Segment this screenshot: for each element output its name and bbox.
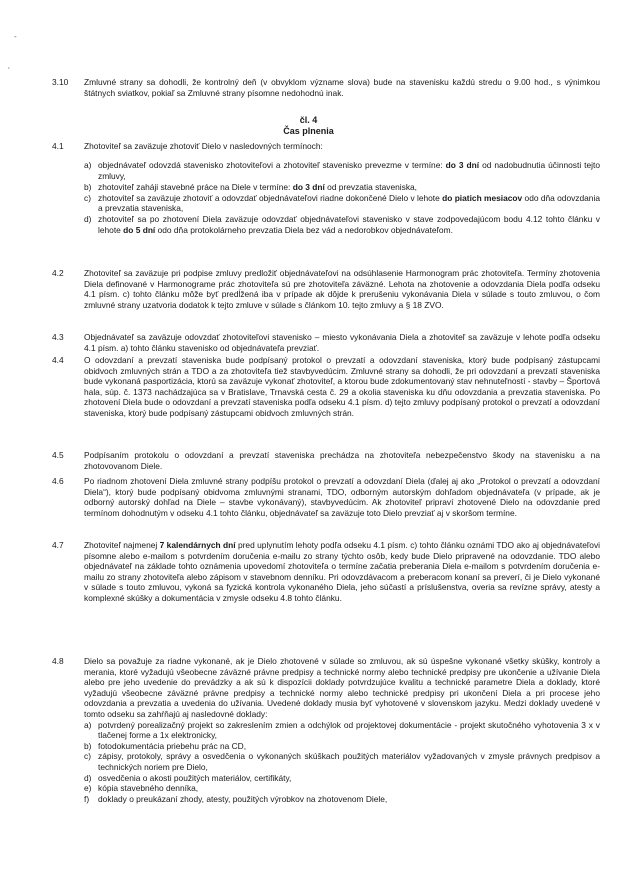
clause-text: Zhotoviteľ najmenej 7 kalendárnych dní pred uplynutím lehoty podľa odseku 4.1 písm. c) tohto článku oznámi TDO ako aj objednávateľovi písomne alebo e-mailom s potvrdením doručenia e-mailu zo strany týchto osôb, kedy bude Dielo pripravené na odovzdanie. TDO alebo objednávateľ na základe tohto oznámenia upovedomí zhotoviteľa o termíne začatia preberania Diela e-mailom s potvrdením doručenia e-mailu zo strany zhotoviteľa alebo zápisom v stavebnom denníku. Pri odovzdávacom a preberacom konaní sa preverí, či je Dielo vykonané v súlade s touto zmluvou, vykoná sa fyzická kontrola vykonaného Diela, jeho súčastí a príslušenstva, overia sa revízne správy, atesty a komplexné skúšky a dokumentácia v zmysle odseku 4.8 tohto článku. bbox=[84, 540, 600, 603]
clause-text: Zhotoviteľ sa zaväzuje zhotoviť Dielo v nasledovných termínoch: bbox=[84, 141, 323, 151]
clause-number: 4.2 bbox=[52, 268, 64, 278]
clause-number: 3.10 bbox=[52, 77, 69, 87]
clause-number: 4.8 bbox=[52, 656, 64, 666]
clause-text: Po riadnom zhotovení Diela zmluvné strany podpíšu protokol o prevzatí a odovzdaní Diela (ďalej aj ako „Protokol o prevzatí a odovzdaní Diela“), ktorý bude podpísaný obidvoma zmluvnými stranami, TDO, odborným autorským dohľadom objednávateľa (v prípade, ak je odborný autorský dohľad na Diele – stavbe vykonávaný), stavbyvedúcim. Ak zhotoviteľ pripraví zhotovené Dielo na odovzdanie pred termínom dohodnutým v odseku 4.1 tohto článku, objednávateľ sa zaväzuje toto Dielo prevziať aj v skoršom termíne. bbox=[84, 476, 600, 518]
list-item: a) objednávateľ odovzdá stavenisko zhotoviteľovi a zhotoviteľ stavenisko prevezme v termíne: do 3 dní od nadobudnutia účinnosti tejto zmluvy, bbox=[84, 160, 600, 181]
list-item: e) kópia stavebného denníka, bbox=[84, 783, 199, 794]
list-item: f) doklady o preukázaní zhody, atesty, použitých výrobkov na zhotovenom Diele, bbox=[84, 793, 388, 804]
list-item: b) fotodokumentácia priebehu prác na CD, bbox=[84, 740, 247, 751]
clause-number: 4.5 bbox=[52, 450, 64, 460]
clause-number: 4.6 bbox=[52, 476, 64, 486]
list-item: d) zhotoviteľ sa po zhotovení Diela zaväzuje odovzdať objednávateľovi stavenisko v stave zodpovedajúcom bodu 4.12 tohto článku v lehote do 5 dní odo dňa protokolárneho prevzatia Diela bez vád a nedorobkov objednávateľom. bbox=[84, 213, 600, 235]
clause-text: O odovzdaní a prevzatí staveniska bude podpísaný protokol o prevzatí a odovzdaní staveniska, ktorý bude podpísaný zástupcami obidvoch zmluvných strán a TDO a za zhotoviteľa tiež stavbyvedúcim. Zmluvné strany sa dohodli, že pri odovzdaní a prevzatí staveniska bude vykonaná pasportizácia, ktorú sa zaväzuje vykonať zhotoviteľ, a ktorou bude zdokumentovaný stav nehnuteľností - stavby – Športová hala, súp. č. 1373 nachádzajúca sa v Bratislave, Trnavská cesta č. 29 a okolia staveniska ku dňu odovzdania a prevzatia staveniska. Po zhotovení Diela bude o odovzdaní a prevzatí staveniska podľa odseku 4.1 písm. d) tejto zmluvy podpísaný protokol o prevzatí a odovzdaní staveniska, ktorý bude podpísaný zástupcami obidvoch zmluvných strán. bbox=[84, 355, 600, 418]
article-title: Čas plnenia bbox=[283, 126, 334, 136]
clause-text: Dielo sa považuje za riadne vykonané, ak je Dielo zhotovené v súlade so zmluvou, ak sú úspešne vykonané všetky skúšky, kontroly a merania, ktoré vyžadujú všeobecne záväzné právne predpisy a technické normy alebo technické predpisy pre ukončenie a užívanie Diela alebo pre jeho uvedenie do prevádzky a ak sú k dispozícii doklady potvrdzujúce kvalitu a technické parametre Diela a doklady, ktoré vyžadujú všeobecne záväzné právne predpisy a technické normy alebo technické predpisy pri ukončení Diela a pri procese jeho odovzdania a prevzatia a uvedenia do užívania. Uvedené doklady musia byť vyhotovené v slovenskom jazyku. Medzi doklady uvedené v tomto odseku sa zahŕňajú aj nasledovné doklady: a) potvrdený porealizačný projekt so zakreslením zmien a odchýlok od projektovej dokumentácie - projekt skutočného vyhotovenia 3 x v tlačenej forme a 1x elektronicky, b) fotodokumentácia priebehu prác na CD, c) zápisy, protokoly, správy a osvedčenia o vykonaných skúškach použitých materiálov vyžadovaných v zmysle právnych predpisov a technických noriem pre Dielo, d) osvedčenia o akosti použitých materiálov, certifikáty, e) kópia stavebného denníka, f) doklady o preukázaní zhody, atesty, použitých výrobkov na zhotovenom Diele, bbox=[84, 656, 600, 804]
clause-text: Zmluvné strany sa dohodli, že kontrolný deň (v obvyklom význame slova) bude na stavenisku každú stredu o 9.00 hod., s výnimkou štátnych sviatkov, pokiaľ sa Zmluvné strany písomne nedohodnú inak. bbox=[84, 77, 600, 98]
clause-text: Objednávateľ sa zaväzuje odovzdať zhotoviteľovi stavenisko – miesto vykonávania Diela a zhotoviteľ sa zaväzuje v lehote podľa odseku 4.1 písm. a) tohto článku stavenisko od objednávateľa prevziať. bbox=[84, 332, 600, 353]
scan-mark: - bbox=[14, 32, 17, 41]
clause-number: 4.7 bbox=[52, 540, 64, 550]
clause-text: Podpísaním protokolu o odovzdaní a prevzatí staveniska prechádza na zhotoviteľa nebezpečenstvo škody na stavenisku a na zhotovovanom Diele. bbox=[84, 450, 600, 471]
clause-number: 4.1 bbox=[52, 141, 64, 151]
clause-number: 4.4 bbox=[52, 355, 64, 365]
list-item: b) zhotoviteľ zaháji stavebné práce na Diele v termíne: do 3 dní od prevzatia staveniska, bbox=[84, 182, 418, 193]
article-number: čl. 4 bbox=[299, 115, 318, 125]
list-item: a) potvrdený porealizačný projekt so zakreslením zmien a odchýlok od projektovej dokumentácie - projekt skutočného vyhotovenia 3 x v tlačenej forme a 1x elektronicky, bbox=[84, 719, 600, 741]
scan-mark: ‘ bbox=[8, 66, 10, 75]
list-item: c) zápisy, protokoly, správy a osvedčenia o vykonaných skúškach použitých materiálov vyžadovaných v zmysle právnych predpisov a technických noriem pre Dielo, bbox=[84, 751, 600, 772]
clause-number: 4.3 bbox=[52, 332, 64, 342]
list-item: c) zhotoviteľ sa zaväzuje zhotoviť a odovzdať objednávateľovi riadne dokončené Dielo v lehote do piatich mesiacov odo dňa odovzdania a prevzatia staveniska, bbox=[84, 192, 600, 214]
clause-text: Zhotoviteľ sa zaväzuje pri podpise zmluvy predložiť objednávateľovi na odsúhlasenie Harmonogram prác zhotoviteľa. Termíny zhotovenia Diela definované v Harmonograme prác zhotoviteľa sú pre zhotoviteľa záväzné. Lehota na zhotovenie a odovzdania Diela podľa odseku 4.1 písm. c) tohto článku môže byť predĺžená iba v prípade ak dôjde k prerušeniu vykonávania Diela v súlade s touto zmluvou, o čom zmluvné strany uzatvoria dodatok k tejto zmluve v súlade s článkom 10. tejto zmluvy a § 18 ZVO. bbox=[84, 268, 600, 310]
list-item: d) osvedčenia o akosti použitých materiálov, certifikáty, bbox=[84, 772, 292, 783]
